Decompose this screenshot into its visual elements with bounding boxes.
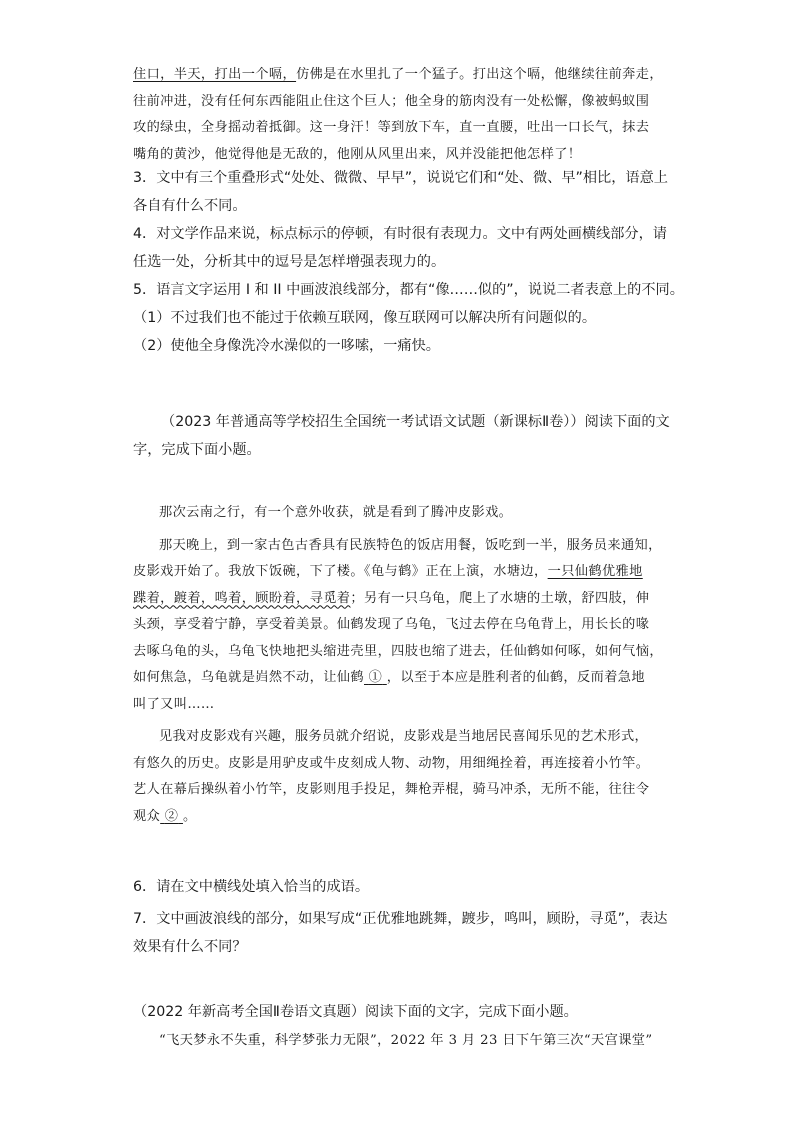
blank-1: ① xyxy=(368,670,383,685)
section-3-passage xyxy=(133,1028,663,1055)
section-2-passage xyxy=(133,500,663,830)
question-5: 5．语言文字运用 I 和 II 中画波浪线部分，都有“像……似的”，说说二者表意上的不同。 xyxy=(133,282,684,298)
paragraph-2-line: 蹀着，踱着，鸣着，顾盼着，寻觅着；另有一只乌龟，爬上了水塘的土墩，舒四肢，伸 xyxy=(133,590,650,606)
question-3-cont: 各自有什么不同。 xyxy=(133,198,247,214)
passage-continuation xyxy=(133,62,663,168)
section-2-intro xyxy=(133,408,670,464)
questions-group-1 xyxy=(133,164,684,360)
intro-line: （2022 年新高考全国Ⅱ卷语文真题）阅读下面的文字，完成下面小题。 xyxy=(133,1004,578,1020)
intro-line: 字，完成下面小题。 xyxy=(133,442,261,458)
question-5-item-2: （2）使他全身像洗冷水澡似的一哆嗦，一痛快。 xyxy=(133,338,440,354)
paragraph-2-line: 那天晚上，到一家古色古香具有民族特色的饭店用餐，饭吃到一半，服务员来通知， xyxy=(159,537,662,553)
questions-group-2 xyxy=(133,873,668,961)
paragraph-2-line: 如何焦急，乌龟就是岿然不动，让仙鹤 ① ，以至于本应是胜利者的仙鹤，反而着急地 xyxy=(133,670,645,685)
paragraph-2-line: 去啄乌龟的头，乌龟飞快地把头缩进壳里，四肢也缩了进去，任仙鹤如何啄，如何气恼， xyxy=(133,643,663,659)
paragraph-2-line: 皮影戏开始了。我放下饭碗，下了楼。《龟与鹤》正在上演，水塘边，一只仙鹤优雅地 xyxy=(133,564,643,579)
question-7: 7．文中画波浪线的部分，如果写成“正优雅地跳舞，踱步，鸣叫，顾盼，寻觅”，表达 xyxy=(133,911,668,927)
paragraph-3-line: 艺人在幕后操纵着小竹竿，皮影则甩手投足，舞枪弄棍，骑马冲杀，无所不能，往往令 xyxy=(133,782,650,797)
blank-2: ② xyxy=(164,808,179,824)
paragraph-2-line: 头颈，享受着宁静，享受着美景。仙鹤发现了乌龟，飞过去停在乌龟背上，用长长的喙 xyxy=(133,617,650,632)
intro-line: （2023 年普通高等学校招生全国统一考试语文试题（新课标Ⅱ卷））阅读下面的文 xyxy=(161,414,670,430)
paragraph-1: 那次云南之行，有一个意外收获，就是看到了腾冲皮影戏。 xyxy=(159,505,513,520)
underlined-phrase: 住口，半天，打出一个嗝， xyxy=(133,67,297,82)
passage-line: 攻的绿虫，全身摇动着抵御。这一身汗！等到放下车，直一直腰，吐出一口长气，抹去 xyxy=(133,120,650,135)
underlined-phrase: 一只仙鹤优雅地 xyxy=(547,564,643,579)
passage-line: 往前冲进，没有任何东西能阻止住这个巨人；他全身的筋肉没有一处松懈，像被蚂蚁围 xyxy=(133,93,650,109)
question-7-cont: 效果有什么不同？ xyxy=(133,939,247,955)
paragraph-1: “飞天梦永不失重，科学梦张力无限”，2022 年 3 月 23 日下午第三次“天宫课堂” xyxy=(159,1033,653,1048)
question-4-cont: 任选一处，分析其中的逗号是怎样增强表现力的。 xyxy=(133,254,446,270)
wavy-underlined-phrase: 蹀着，踱着，鸣着，顾盼着，寻觅着 xyxy=(133,590,351,606)
paragraph-3-line: 见我对皮影戏有兴趣，服务员就介绍说，皮影戏是当地居民喜闻乐见的艺术形式， xyxy=(159,729,649,744)
passage-line: 嘴角的黄沙，他觉得他是无敌的，他刚从风里出来，风并没能把他怎样了！ xyxy=(133,146,582,162)
question-4: 4．对文学作品来说，标点标示的停顿，有时很有表现力。文中有两处画横线部分，请 xyxy=(133,226,667,242)
question-3: 3．文中有三个重叠形式“处处、微微、早早”，说说它们和“处、微、早”相比，语意上 xyxy=(133,170,668,186)
paragraph-2-line: 叫了又叫…… xyxy=(133,696,215,712)
passage-line: 住口，半天，打出一个嗝，仿佛是在水里扎了一个猛子。打出这个嗝，他继续往前奔走， xyxy=(133,67,663,82)
question-6: 6．请在文中横线处填入恰当的成语。 xyxy=(133,879,370,895)
section-3-intro xyxy=(133,998,663,1026)
question-5-item-1: （1）不过我们也不能过于依赖互联网，像互联网可以解决所有问题似的。 xyxy=(133,310,597,326)
paragraph-3-line: 观众 ② 。 xyxy=(133,808,197,824)
paragraph-3-line: 有悠久的历史。皮影是用驴皮或牛皮刻成人物、动物，用细绳拴着，再连接着小竹竿。 xyxy=(133,755,650,771)
